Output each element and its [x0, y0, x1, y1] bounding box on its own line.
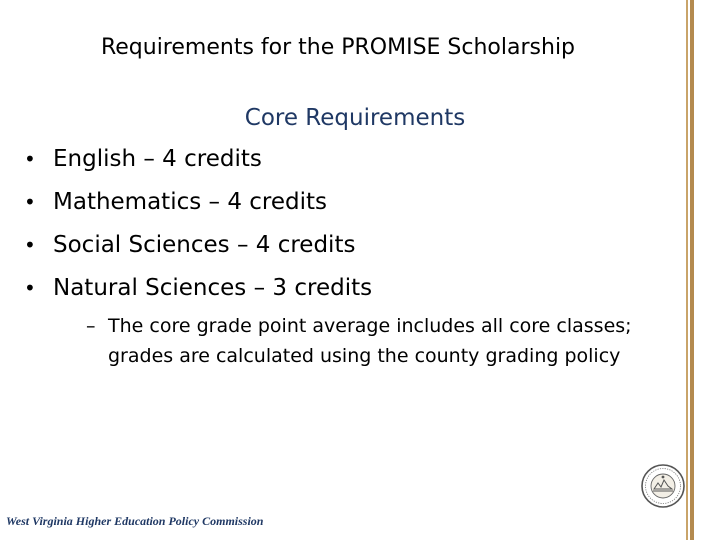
bullet-icon: •: [24, 190, 36, 214]
sub-bullet-text: The core grade point average includes all core classes; grades are calculated using the county grading policy: [108, 315, 632, 367]
slide-title: Requirements for the PROMISE Scholarship: [100, 35, 576, 60]
dash-icon: –: [86, 315, 96, 337]
decorative-rule-thick: [690, 0, 694, 540]
decorative-rule-thin: [686, 0, 688, 540]
bullet-icon: •: [24, 233, 36, 257]
state-seal-icon: [640, 463, 686, 509]
list-item-label: English – 4 credits: [53, 146, 262, 172]
list-item-label: Mathematics – 4 credits: [53, 189, 328, 215]
section-heading: Core Requirements: [244, 105, 466, 131]
list-item-label: Social Sciences – 4 credits: [53, 232, 356, 258]
bullet-icon: •: [24, 147, 36, 171]
bullet-icon: •: [24, 276, 36, 300]
sub-bullet: [86, 311, 646, 371]
list-item-label: Natural Sciences – 3 credits: [53, 275, 373, 301]
footer-organization: West Virginia Higher Education Policy Commission: [6, 514, 264, 528]
